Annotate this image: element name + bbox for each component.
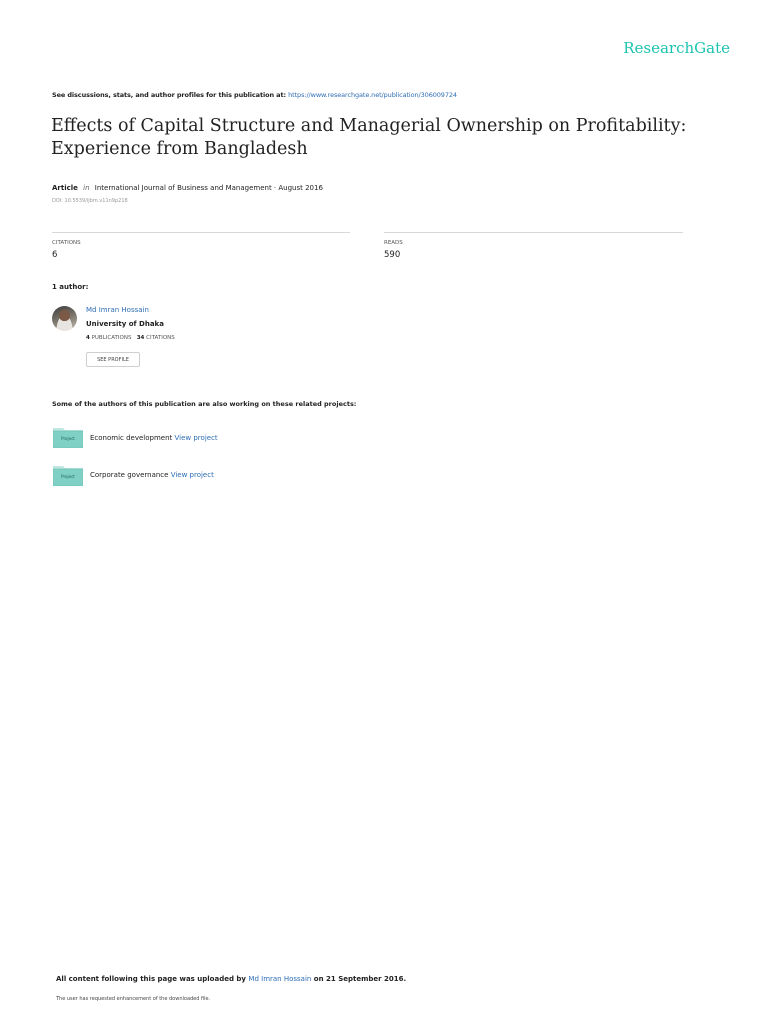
- reads-label: READS: [384, 240, 403, 246]
- project-name: Corporate governance: [90, 471, 169, 479]
- project-badge: Project: [61, 436, 75, 441]
- related-projects-heading: Some of the authors of this publication are also working on these related projects:: [52, 400, 357, 408]
- author-name-link[interactable]: Md Imran Hossain: [86, 306, 149, 314]
- author-stats: [86, 335, 175, 341]
- discussions-line: [52, 91, 457, 99]
- author-citations-label: CITATIONS: [146, 335, 175, 341]
- author-publications-count: 4: [86, 335, 90, 341]
- author-citations-count: 34: [136, 335, 145, 341]
- publication-title: Effects of Capital Structure and Managerial Ownership on Profitability: Experience from Bangladesh: [51, 116, 687, 159]
- citations-divider: [52, 232, 350, 233]
- project-folder-icon: [53, 464, 83, 490]
- project-folder-icon: [53, 426, 83, 452]
- discussions-text: See discussions, stats, and author profiles for this publication at:: [52, 91, 286, 99]
- reads-value: 590: [384, 250, 401, 260]
- view-project-link[interactable]: View project: [174, 434, 218, 442]
- article-meta: [52, 184, 323, 192]
- uploader-link[interactable]: Md Imran Hossain: [248, 975, 312, 983]
- project-badge: Project: [61, 474, 75, 479]
- article-venue[interactable]: International Journal of Business and Management · August 2016: [94, 184, 323, 192]
- uploaded-prefix: All content following this page was uploaded by: [56, 975, 246, 983]
- uploaded-notice: [56, 975, 406, 983]
- citations-label: CITATIONS: [52, 240, 81, 246]
- article-doi: DOI: 10.5539/ijbm.v11n9p218: [52, 198, 128, 204]
- researchgate-logo[interactable]: ResearchGate: [623, 39, 730, 57]
- project-item: [90, 434, 218, 442]
- authors-heading: 1 author:: [52, 283, 89, 291]
- reads-divider: [384, 232, 683, 233]
- project-name: Economic development: [90, 434, 173, 442]
- publication-url-link[interactable]: https://www.researchgate.net/publication/306009724: [288, 91, 457, 99]
- project-item: [90, 471, 214, 479]
- author-affiliation: University of Dhaka: [86, 320, 164, 328]
- article-in: in: [83, 184, 90, 192]
- author-publications-label: PUBLICATIONS: [91, 335, 132, 341]
- view-project-link[interactable]: View project: [170, 471, 214, 479]
- citations-value: 6: [52, 250, 58, 260]
- see-profile-button[interactable]: SEE PROFILE: [86, 352, 140, 367]
- enhancement-note: The user has requested enhancement of the downloaded file.: [56, 996, 211, 1002]
- uploaded-suffix: on 21 September 2016.: [313, 975, 407, 983]
- article-type: Article: [52, 184, 78, 192]
- author-avatar[interactable]: [52, 306, 77, 331]
